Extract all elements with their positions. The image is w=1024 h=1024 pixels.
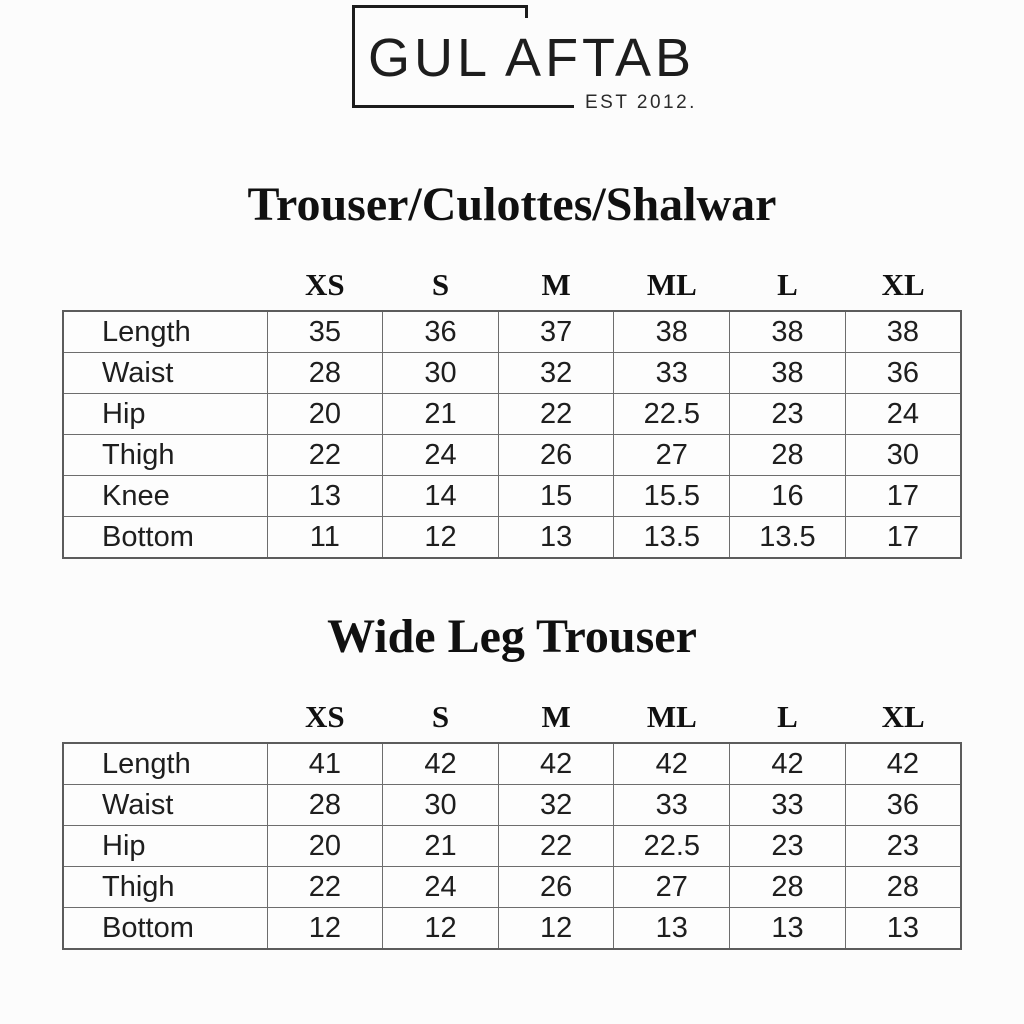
measurement-value-cell: 12 xyxy=(498,908,614,950)
measurement-label: Length xyxy=(63,311,267,353)
measurement-value-cell: 16 xyxy=(730,476,846,517)
measurement-label: Waist xyxy=(63,353,267,394)
size-col-header: L xyxy=(777,699,798,734)
measurement-label: Bottom xyxy=(63,517,267,559)
table-row xyxy=(63,394,961,435)
measurement-value-cell: 22.5 xyxy=(614,826,730,867)
measurement-value-cell: 23 xyxy=(730,394,846,435)
table-row xyxy=(63,867,961,908)
size-col-header: M xyxy=(541,699,571,734)
table-row xyxy=(63,435,961,476)
measurement-value-cell: 28 xyxy=(267,785,383,826)
table-row xyxy=(63,476,961,517)
measurement-value-cell: 15 xyxy=(498,476,614,517)
measurement-label: Waist xyxy=(63,785,267,826)
measurement-value-cell: 30 xyxy=(383,353,499,394)
logo-frame-left-line xyxy=(352,5,355,108)
measurement-value-cell: 38 xyxy=(730,353,846,394)
table-row xyxy=(63,353,961,394)
measurement-value-cell: 26 xyxy=(498,867,614,908)
measurement-value-cell: 33 xyxy=(730,785,846,826)
measurement-value-cell: 32 xyxy=(498,353,614,394)
table-row xyxy=(63,517,961,559)
logo-frame-top-tick xyxy=(525,5,528,18)
measurement-value-cell: 17 xyxy=(845,517,961,559)
size-col-header: XL xyxy=(881,699,925,734)
corner-cell xyxy=(63,699,267,743)
brand-established-text: EST 2012. xyxy=(585,92,697,113)
logo-frame-top-line xyxy=(352,5,528,8)
measurement-value-cell: 27 xyxy=(614,867,730,908)
measurement-value-cell: 42 xyxy=(383,743,499,785)
size-col-header: ML xyxy=(646,267,697,302)
measurement-value-cell: 22 xyxy=(498,826,614,867)
logo-frame-bottom-line xyxy=(352,105,574,108)
measurement-value-cell: 42 xyxy=(614,743,730,785)
measurement-value-cell: 36 xyxy=(383,311,499,353)
measurement-value-cell: 21 xyxy=(383,394,499,435)
table-row xyxy=(63,785,961,826)
size-col-header: L xyxy=(777,267,798,302)
measurement-value-cell: 28 xyxy=(730,435,846,476)
measurement-value-cell: 20 xyxy=(267,826,383,867)
size-col-header: S xyxy=(431,267,450,302)
size-col-header: XL xyxy=(881,267,925,302)
measurement-value-cell: 42 xyxy=(498,743,614,785)
measurement-label: Bottom xyxy=(63,908,267,950)
size-col-header: ML xyxy=(646,699,697,734)
section-title: Trouser/Culottes/Shalwar xyxy=(247,178,777,231)
measurement-value-cell: 12 xyxy=(383,517,499,559)
measurement-label: Hip xyxy=(63,826,267,867)
measurement-value-cell: 42 xyxy=(845,743,961,785)
measurement-label: Length xyxy=(63,743,267,785)
corner-cell xyxy=(63,267,267,311)
measurement-value-cell: 15.5 xyxy=(614,476,730,517)
measurement-value-cell: 23 xyxy=(845,826,961,867)
measurement-value-cell: 41 xyxy=(267,743,383,785)
size-header-row xyxy=(63,699,961,743)
measurement-value-cell: 26 xyxy=(498,435,614,476)
measurement-value-cell: 22 xyxy=(267,867,383,908)
measurement-value-cell: 24 xyxy=(383,435,499,476)
section-title: Wide Leg Trouser xyxy=(327,610,697,663)
measurement-value-cell: 28 xyxy=(845,867,961,908)
measurement-value-cell: 38 xyxy=(730,311,846,353)
measurement-value-cell: 13 xyxy=(498,517,614,559)
measurement-label: Thigh xyxy=(63,435,267,476)
measurement-value-cell: 42 xyxy=(730,743,846,785)
measurement-value-cell: 28 xyxy=(267,353,383,394)
measurement-value-cell: 21 xyxy=(383,826,499,867)
measurement-value-cell: 13.5 xyxy=(730,517,846,559)
measurement-value-cell: 22 xyxy=(498,394,614,435)
sections-container xyxy=(0,125,1024,950)
measurement-value-cell: 27 xyxy=(614,435,730,476)
measurement-value-cell: 20 xyxy=(267,394,383,435)
measurement-value-cell: 11 xyxy=(267,517,383,559)
size-table xyxy=(62,699,962,950)
measurement-value-cell: 37 xyxy=(498,311,614,353)
measurement-label: Thigh xyxy=(63,867,267,908)
measurement-value-cell: 13 xyxy=(730,908,846,950)
measurement-value-cell: 36 xyxy=(845,353,961,394)
measurement-value-cell: 30 xyxy=(383,785,499,826)
measurement-value-cell: 23 xyxy=(730,826,846,867)
measurement-value-cell: 22.5 xyxy=(614,394,730,435)
measurement-value-cell: 13 xyxy=(614,908,730,950)
measurement-label: Knee xyxy=(63,476,267,517)
size-header-row xyxy=(63,267,961,311)
table-row xyxy=(63,908,961,950)
measurement-value-cell: 12 xyxy=(383,908,499,950)
measurement-value-cell: 28 xyxy=(730,867,846,908)
measurement-value-cell: 13.5 xyxy=(614,517,730,559)
measurement-value-cell: 14 xyxy=(383,476,499,517)
measurement-value-cell: 13 xyxy=(267,476,383,517)
size-table xyxy=(62,267,962,559)
measurement-value-cell: 24 xyxy=(383,867,499,908)
measurement-value-cell: 32 xyxy=(498,785,614,826)
size-col-header: M xyxy=(541,267,571,302)
size-col-header: XS xyxy=(305,699,345,734)
size-col-header: S xyxy=(431,699,450,734)
table-row xyxy=(63,311,961,353)
size-chart-section xyxy=(0,178,1024,559)
measurement-value-cell: 13 xyxy=(845,908,961,950)
size-chart-section xyxy=(0,610,1024,950)
measurement-value-cell: 22 xyxy=(267,435,383,476)
table-row xyxy=(63,826,961,867)
table-row xyxy=(63,743,961,785)
measurement-value-cell: 24 xyxy=(845,394,961,435)
measurement-label: Hip xyxy=(63,394,267,435)
measurement-value-cell: 30 xyxy=(845,435,961,476)
measurement-value-cell: 33 xyxy=(614,785,730,826)
measurement-value-cell: 38 xyxy=(845,311,961,353)
measurement-value-cell: 17 xyxy=(845,476,961,517)
brand-name: GUL AFTAB xyxy=(368,28,696,88)
size-col-header: XS xyxy=(305,267,345,302)
measurement-value-cell: 36 xyxy=(845,785,961,826)
measurement-value-cell: 12 xyxy=(267,908,383,950)
measurement-value-cell: 38 xyxy=(614,311,730,353)
measurement-value-cell: 35 xyxy=(267,311,383,353)
measurement-value-cell: 33 xyxy=(614,353,730,394)
